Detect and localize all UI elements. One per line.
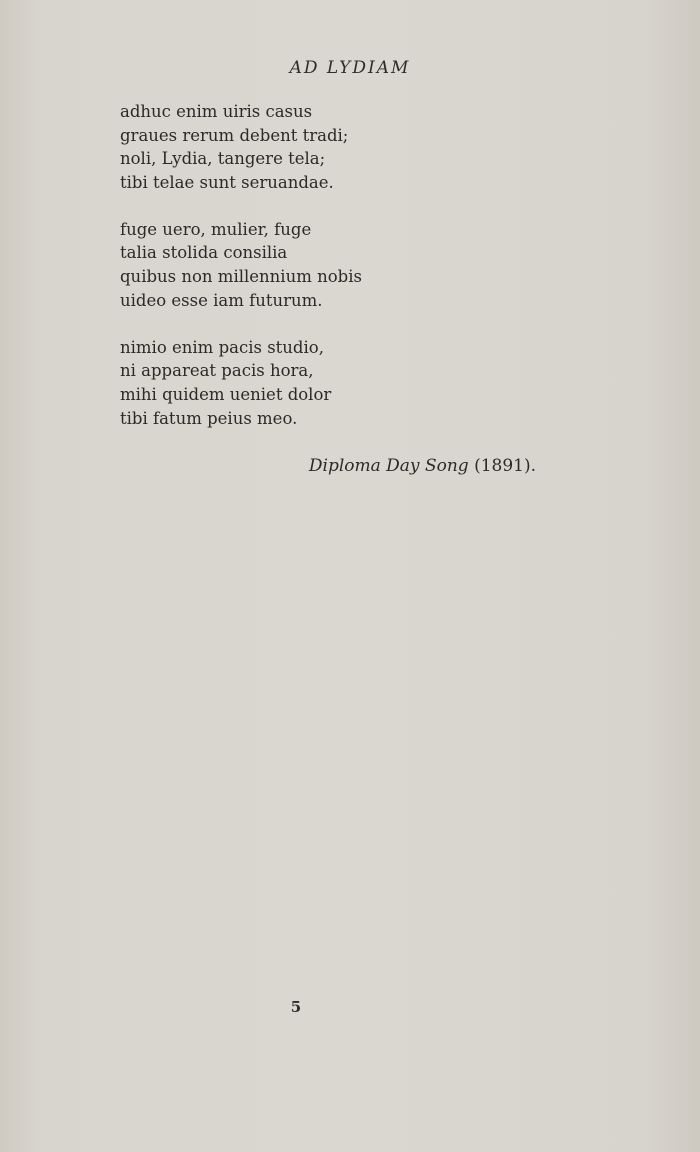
poem-line: quibus non millennium nobis <box>120 267 362 287</box>
stanza-2 <box>120 218 580 312</box>
poem <box>120 100 580 454</box>
poem-line: ni appareat pacis hora, <box>120 361 314 381</box>
poem-line: noli, Lydia, tangere tela; <box>120 149 326 169</box>
poem-line: talia stolida consilia <box>120 243 288 263</box>
poem-line: tibi telae sunt seruandae. <box>120 172 334 192</box>
page-number: 5 <box>290 998 302 1016</box>
attribution-year: (1891). <box>474 456 536 476</box>
stanza-3 <box>120 336 580 430</box>
attribution <box>0 456 536 476</box>
poem-line: adhuc enim uiris casus <box>120 102 313 121</box>
attribution-work: Diploma Day Song <box>308 456 469 476</box>
running-head: AD LYDIAM <box>289 58 411 78</box>
poem-line: fuge uero, mulier, fuge <box>120 219 312 239</box>
poem-line: tibi fatum peius meo. <box>120 408 298 428</box>
poem-line: graues rerum debent tradi; <box>120 125 349 145</box>
poem-line: mihi quidem ueniet dolor <box>120 384 332 404</box>
stanza-1 <box>120 100 580 194</box>
poem-line: uideo esse iam futurum. <box>120 290 323 310</box>
poem-line: nimio enim pacis studio, <box>120 337 324 357</box>
